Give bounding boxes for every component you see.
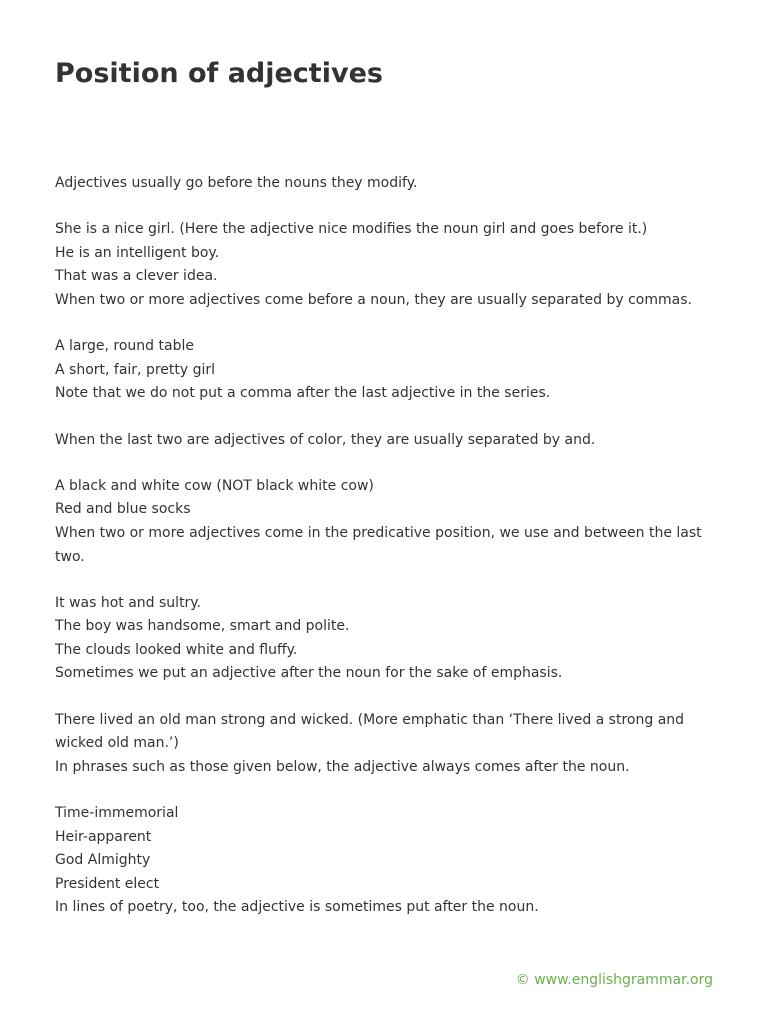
text-line: That was a clever idea.	[55, 268, 218, 285]
text-line: It was hot and sultry.	[55, 594, 202, 611]
copyright-footer: © www.englishgrammar.org	[515, 972, 713, 988]
text-line: When the last two are adjectives of color, they are usually separated by and.	[55, 431, 596, 448]
paragraph	[55, 592, 715, 686]
text-line: She is a nice girl. (Here the adjective nice modifies the noun girl and goes before it.)	[55, 221, 648, 238]
text-line: Red and blue socks	[55, 501, 191, 518]
text-line: In lines of poetry, too, the adjective is sometimes put after the noun.	[55, 899, 539, 916]
article-body	[55, 172, 715, 943]
text-line: In phrases such as those given below, the adjective always comes after the noun.	[55, 758, 630, 775]
text-line: When two or more adjectives come before a noun, they are usually separated by commas.	[55, 291, 692, 308]
paragraph	[55, 218, 715, 312]
text-line: He is an intelligent boy.	[55, 244, 220, 261]
text-line: A large, round table	[55, 338, 194, 355]
text-line: The clouds looked white and fluffy.	[55, 641, 298, 658]
paragraph	[55, 429, 715, 453]
text-line: There lived an old man strong and wicked. (More emphatic than ‘There lived a strong and wicked old man.’)	[55, 711, 685, 752]
page-title: Position of adjectives	[55, 58, 383, 89]
text-line: Heir-apparent	[55, 828, 152, 845]
text-line: God Almighty	[55, 852, 151, 869]
text-line: Sometimes we put an adjective after the noun for the sake of emphasis.	[55, 665, 563, 682]
paragraph	[55, 335, 715, 406]
text-line: When two or more adjectives come in the predicative position, we use and between the last two.	[55, 524, 702, 565]
paragraph	[55, 709, 715, 780]
text-line: A short, fair, pretty girl	[55, 361, 216, 378]
text-line: A black and white cow (NOT black white cow)	[55, 477, 374, 494]
text-line: Time-immemorial	[55, 805, 179, 822]
paragraph	[55, 802, 715, 920]
text-line: Adjectives usually go before the nouns they modify.	[55, 175, 418, 191]
text-line: The boy was handsome, smart and polite.	[55, 618, 350, 635]
paragraph	[55, 475, 715, 569]
text-line: Note that we do not put a comma after the last adjective in the series.	[55, 385, 551, 402]
text-line: President elect	[55, 875, 160, 892]
paragraph	[55, 172, 715, 196]
